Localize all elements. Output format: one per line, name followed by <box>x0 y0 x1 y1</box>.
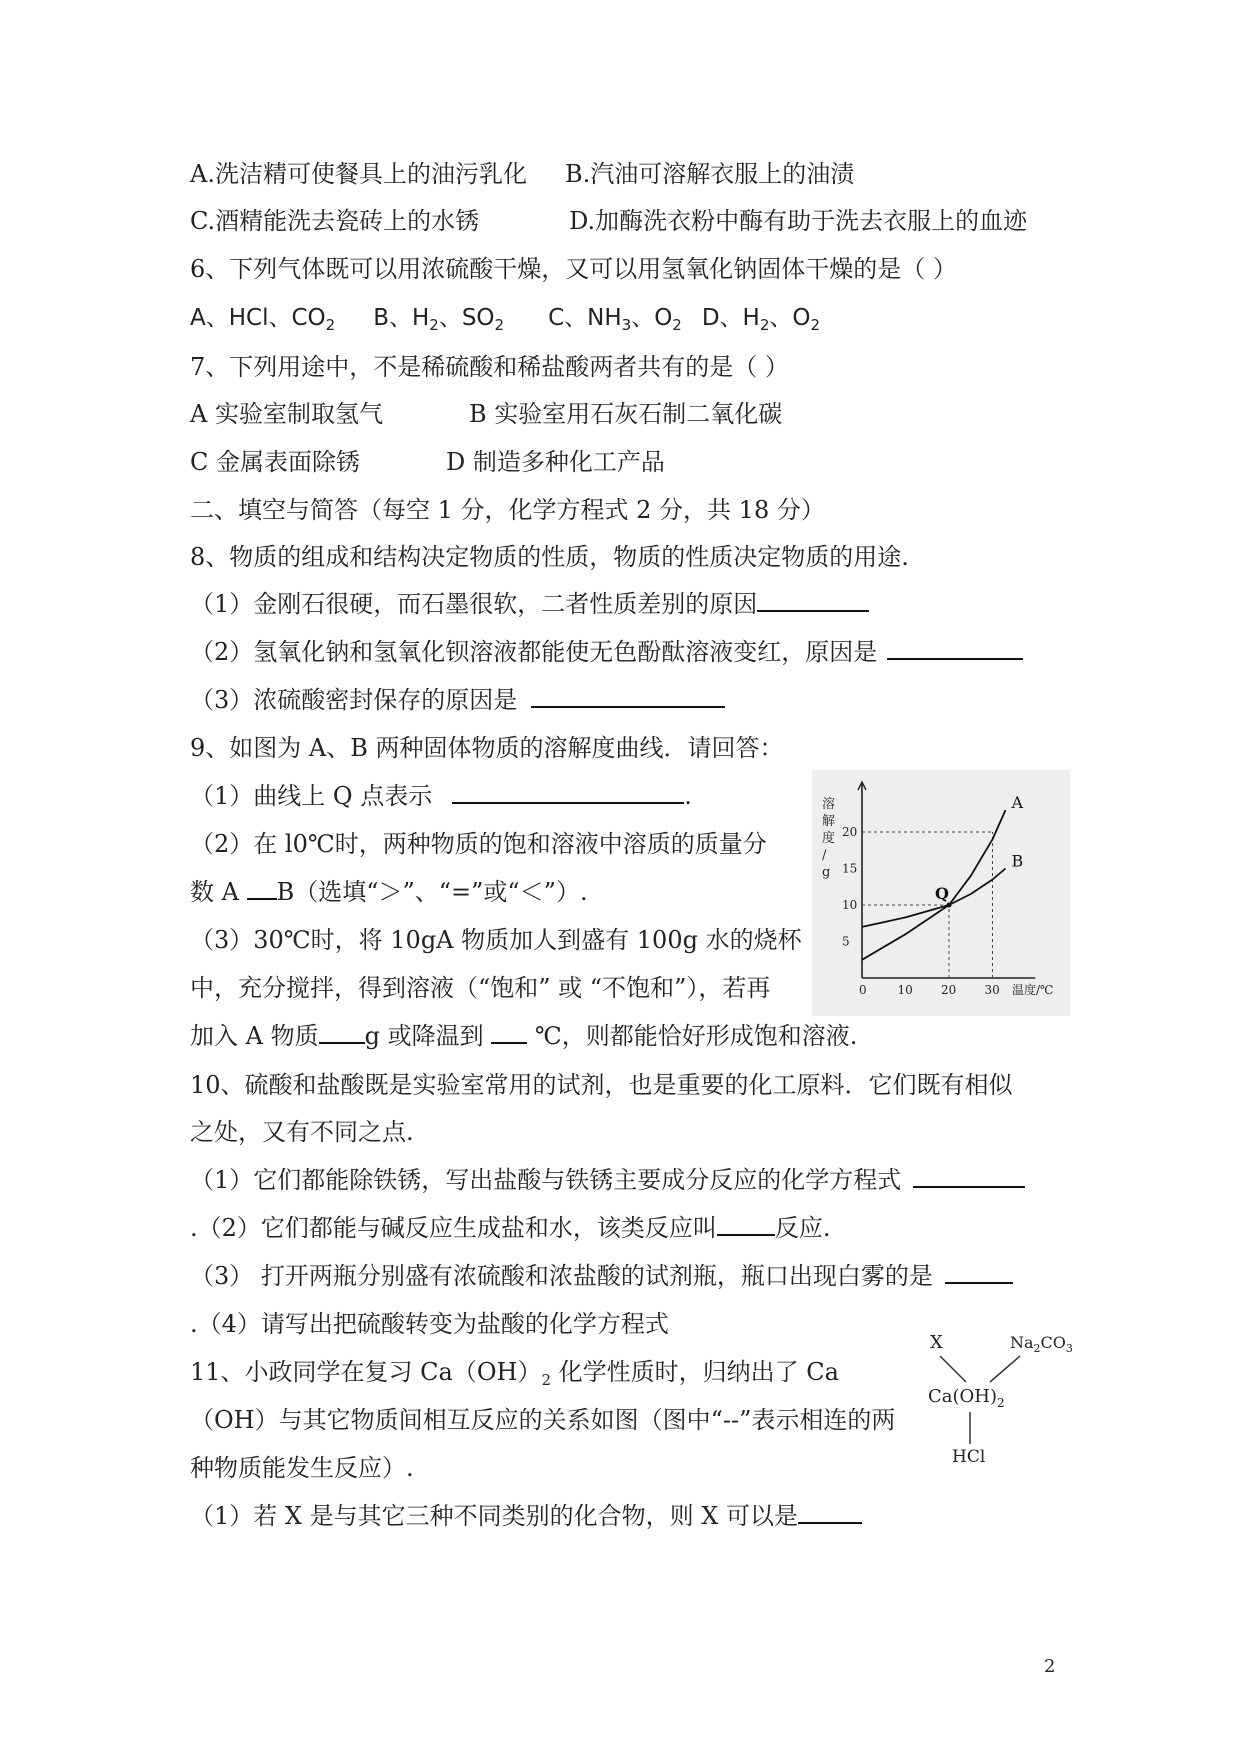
q10-part-2: .（2）它们都能与碱反应生成盐和水，该类反应叫 反应. <box>190 1214 831 1242</box>
q9-stem: 9、如图为 A、B 两种固体物质的溶解度曲线．请回答： <box>190 734 784 762</box>
point-q-label: Q <box>935 884 949 903</box>
q7-option-b: B 实验室用石灰石制二氧化碳 <box>468 400 783 428</box>
q6-option-b: B、$H_2$、$SO_2$ <box>373 305 505 334</box>
y-tick-label: 20 <box>842 825 858 839</box>
x-tick-label: 10 <box>897 983 913 997</box>
answer-blank[interactable] <box>531 684 725 708</box>
page-number: 2 <box>1044 1656 1056 1677</box>
link-x-caoh2 <box>940 1356 966 1382</box>
x-tick-label: 30 <box>984 983 1000 997</box>
q9-part-3-line-2: 中，充分搅拌，得到溶液（“饱和” 或 “不饱和”），若再 <box>190 974 771 1002</box>
q5-option-row-2 <box>190 205 1027 237</box>
x-label: X <box>930 1332 943 1353</box>
section-heading: 二、填空与简答（每空 1 分，化学方程式 2 分，共 18 分） <box>190 496 825 524</box>
q6-option-d: D、$H_2$、$O_2$ <box>701 305 821 334</box>
q7-option-d: D 制造多种化工产品 <box>446 448 665 476</box>
y-axis-label-char: / <box>822 848 827 863</box>
q9-part-2-line-2: 数 A B（选填“＞”、“=”或“＜”）. <box>190 878 588 906</box>
y-axis-label-char: g <box>822 865 831 880</box>
q10-stem-line-1: 10、硫酸和盐酸既是实验室常用的试剂，也是重要的化工原料．它们既有相似 <box>190 1071 1013 1099</box>
series-curve-B <box>862 869 1006 927</box>
q5-option-d: D.加酶洗衣粉中酶有助于洗去衣服上的血迹 <box>569 207 1028 235</box>
na2co3-label: $Na_2CO_3$ <box>1010 1333 1073 1355</box>
q11-part-1: （1）若 X 是与其它三种不同类别的化合物，则 X 可以是 <box>190 1500 862 1532</box>
q5-option-row-1 <box>190 158 854 190</box>
q7-option-c: C 金属表面除锈 <box>190 448 360 476</box>
answer-blank[interactable] <box>887 636 1023 660</box>
answer-blank[interactable] <box>913 1164 1025 1188</box>
hcl-label: HCl <box>952 1447 986 1467</box>
q10-part-3: （3） 打开两瓶分别盛有浓硫酸和浓盐酸的试剂瓶，瓶口出现白雾的是 <box>190 1260 1013 1292</box>
q7-option-row-1 <box>190 398 782 430</box>
q9-part-3-line-3: 加入 A 物质 g 或降温到 ℃，则都能恰好形成饱和溶液. <box>190 1022 858 1050</box>
q8-part-2: （2）氢氧化钠和氢氧化钡溶液都能使无色酚酞溶液变红，原因是 <box>190 636 1023 668</box>
solubility-chart <box>812 770 1070 1016</box>
answer-blank[interactable] <box>798 1500 862 1524</box>
q5-option-a: A.洗洁精可使餐具上的油污乳化 <box>190 160 527 188</box>
y-axis-label-char: 度 <box>822 831 836 846</box>
series-label-A: A <box>1011 793 1024 813</box>
x-axis-label: 温度/℃ <box>1012 983 1054 997</box>
q6-option-c: C、$NH_3$、$O_2$ <box>548 305 682 334</box>
y-axis-label-char: 解 <box>822 814 836 829</box>
q5-option-b: B.汽油可溶解衣服上的油渍 <box>564 160 855 188</box>
answer-blank[interactable] <box>945 1260 1013 1284</box>
q5-option-c: C.酒精能洗去瓷砖上的水锈 <box>190 207 480 235</box>
answer-blank[interactable] <box>717 1212 775 1236</box>
point-q <box>947 903 952 908</box>
x-tick-label: 0 <box>859 983 867 997</box>
y-tick-label: 15 <box>842 861 858 876</box>
q6-option-a: A、HCl、$CO_2$ <box>190 305 336 334</box>
caoh2-label: $Ca(OH)_2$ <box>928 1386 1005 1410</box>
q8-part-3: （3）浓硫酸密封保存的原因是 <box>190 684 725 716</box>
y-tick-label: 10 <box>842 898 858 912</box>
answer-blank[interactable] <box>247 876 277 900</box>
answer-blank[interactable] <box>491 1020 527 1044</box>
y-tick-label: 5 <box>842 934 850 949</box>
reaction-diagram-svg <box>910 1330 1090 1480</box>
q10-stem-line-2: 之处，又有不同之点. <box>190 1118 414 1146</box>
x-tick-label: 20 <box>941 983 957 997</box>
reaction-diagram <box>910 1330 1090 1480</box>
answer-blank[interactable] <box>319 1020 365 1044</box>
link-na2co3-caoh2 <box>990 1356 1020 1382</box>
q9-part-1: （1）曲线上 Q 点表示 . <box>190 782 692 810</box>
q6-options <box>190 302 820 334</box>
answer-blank[interactable] <box>757 588 869 612</box>
q7-option-row-2 <box>190 446 665 478</box>
q8-part-1: （1）金刚石很硬，而石墨很软，二者性质差别的原因 <box>190 588 869 620</box>
q11-stem-line-3: 种物质能发生反应）. <box>190 1454 414 1482</box>
q9-part-3-line-1: （3）30℃时，将 10gA 物质加人到盛有 100g 水的烧杯 <box>190 926 802 954</box>
answer-blank[interactable] <box>452 780 684 804</box>
q7-stem: 7、下列用途中，不是稀硫酸和稀盐酸两者共有的是（ ） <box>190 353 789 381</box>
q7-option-a: A 实验室制取氢气 <box>190 400 383 428</box>
solubility-chart-svg <box>812 770 1070 1016</box>
q10-part-4: .（4）请写出把硫酸转变为盐酸的化学方程式 <box>190 1310 669 1338</box>
series-label-B: B <box>1011 851 1024 871</box>
y-axis-label-char: 溶 <box>822 797 836 812</box>
q6-stem: 6、下列气体既可以用浓硫酸干燥，又可以用氢氧化钠固体干燥的是（ ） <box>190 255 957 283</box>
q11-stem-line-2: （OH）与其它物质间相互反应的关系如图（图中“--”表示相连的两 <box>190 1406 896 1434</box>
q10-part-1: （1）它们都能除铁锈，写出盐酸与铁锈主要成分反应的化学方程式 <box>190 1164 1025 1196</box>
q11-stem-line-1: 11、小政同学在复习 $Ca(OH)_2$ 化学性质时，归纳出了 Ca <box>190 1358 839 1389</box>
q8-stem: 8、物质的组成和结构决定物质的性质，物质的性质决定物质的用途. <box>190 543 909 571</box>
q9-part-2-line-1: （2）在 l0℃时，两种物质的饱和溶液中溶质的质量分 <box>190 830 767 858</box>
